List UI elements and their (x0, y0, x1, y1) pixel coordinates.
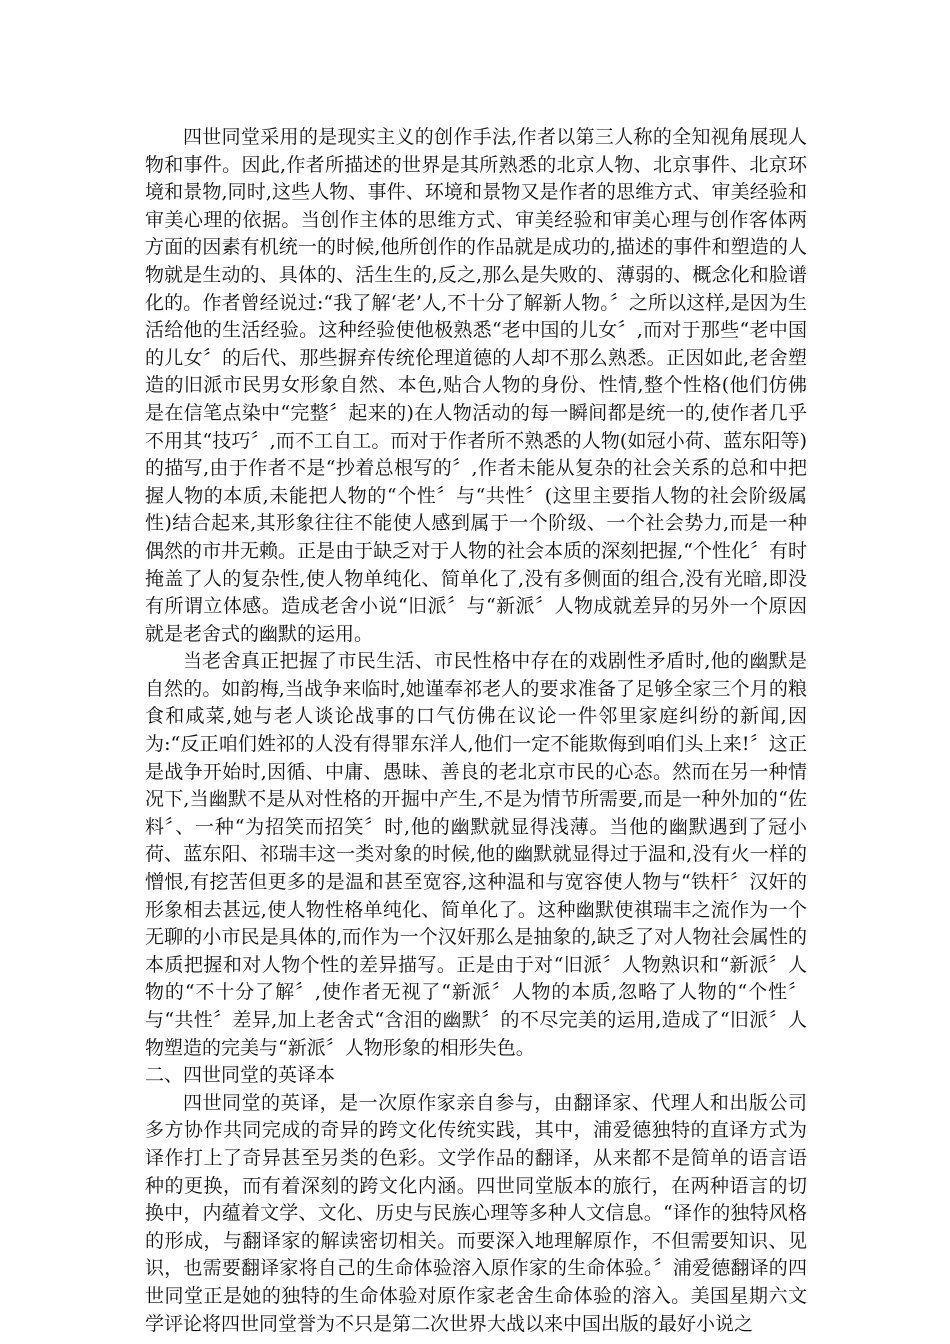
body-paragraph: 当老舍真正把握了市民生活、市民性格中存在的戏剧性矛盾时,他的幽默是自然的。如韵梅,当战争来临时,她谨奉祁老人的要求准备了足够全家三个月的粮食和咸菜,她与老人谈论战事的口气仿佛在议论一件邻里家庭纠纷的新闻,因为:“反正咱们姓祁的人没有得罪东洋人,他们一定不能欺侮到咱们头上来!〞这正是战争开始时,因循、中庸、愚昧、善良的老北京市民的心态。然而在另一种情况下,当幽默不是从对性格的开掘中产生,不是为情节所需要,而是一种外加的“佐料〞、一种“为招笑而招笑〞时,他的幽默就显得浅薄。当他的幽默遇到了冠小荷、蓝东阳、祁瑞丰这一类对象的时候,他的幽默就显得过于温和,没有火一样的憎恨,有挖苦但更多的是温和甚至宽容,这种温和与宽容使人物与“铁杆〞汉奸的形象相去甚远,使人物性格单纯化、简单化了。这种幽默使祺瑞丰之流作为一个无聊的小市民是具体的,而作为一个汉奸那么是抽象的,缺乏了对人物社会属性的本质把握和对人物个性的差异描写。正是由于对“旧派〞人物熟识和“新派〞人物的“不十分了解〞,使作者无视了“新派〞人物的本质,忽略了人物的“个性〞与“共性〞差异,加上老舍式“含泪的幽默〞的不尽完美的运用,造成了“旧派〞人物塑造的完美与“新派〞人物形象的相形失色。 (145, 650, 807, 1059)
section-heading: 二、四世同堂的英译本 (145, 1064, 336, 1087)
body-paragraph: 四世同堂的英译，是一次原作家亲自参与，由翻译家、代理人和出版公司多方协作共同完成的奇异的跨文化传统实践，其中，浦爱德独特的直译方式为译作打上了奇异甚至另类的色彩。文学作品的翻译，从来都不是简单的语言语种的更换，而有着深刻的跨文化内涵。四世同堂版本的旅行，在两种语言的切换中，内蕴着文学、文化、历史与民族心理等多种人文信息。“译作的独特风格的形成，与翻译家的解读密切相关。而要深入地理解原作，不但需要知识、见识，也需要翻译家将自己的生命体验溶入原作家的生命体验。〞浦爱德翻译的四世同堂正是她的独特的生命体验对原作家老舍生命体验的溶入。美国星期六文学评论将四世同堂誉为不只是第二次世界大战以来中国出版的最好小说之 (145, 1091, 807, 1335)
body-paragraph: 四世同堂采用的是现实主义的创作手法,作者以第三人称的全知视角展现人物和事件。因此,作者所描述的世界是其所熟悉的北京人物、北京事件、北京环境和景物,同时,这些人物、事件、环境和景物又是作者的思维方式、审美经验和审美心理的依据。当创作主体的思维方式、审美经验和审美心理与创作客体两方面的因素有机统一的时候,他所创作的作品就是成功的,描述的事件和塑造的人物就是生动的、具体的、活生生的,反之,那么是失败的、薄弱的、概念化和脸谱化的。作者曾经说过:“我了解‘老’人,不十分了解新人物。〞之所以这样,是因为生活给他的生活经验。这种经验使他极熟悉“老中国的儿女〞,而对于那些“老中国的儿女〞的后代、那些摒弃传统伦理道德的人却不那么熟悉。正因如此,老舍塑造的旧派市民男女形象自然、本色,贴合人物的身份、性情,整个性格(他们仿佛是在信笔点染中“完整〞起来的)在人物活动的每一瞬间都是统一的,使作者几乎不用其“技巧〞,而不工自工。而对于作者所不熟悉的人物(如冠小荷、蓝东阳等)的描写,由于作者不是“抄着总根写的〞,作者未能从复杂的社会关系的总和中把握人物的本质,未能把人物的“个性〞与“共性〞(这里主要指人物的社会阶级属性)结合起来,其形象往往不能使人感到属于一个阶级、一个社会势力,而是一种偶然的市井无赖。正是由于缺乏对于人物的社会本质的深刻把握,“个性化〞有时掩盖了人的复杂性,使人物单纯化、简单化了,没有多侧面的组合,没有光暗,即没有所谓立体感。造成老舍小说“旧派〞与“新派〞人物成就差异的另外一个原因就是老舍式的幽默的运用。 (145, 126, 807, 645)
document-body (145, 124, 807, 1338)
